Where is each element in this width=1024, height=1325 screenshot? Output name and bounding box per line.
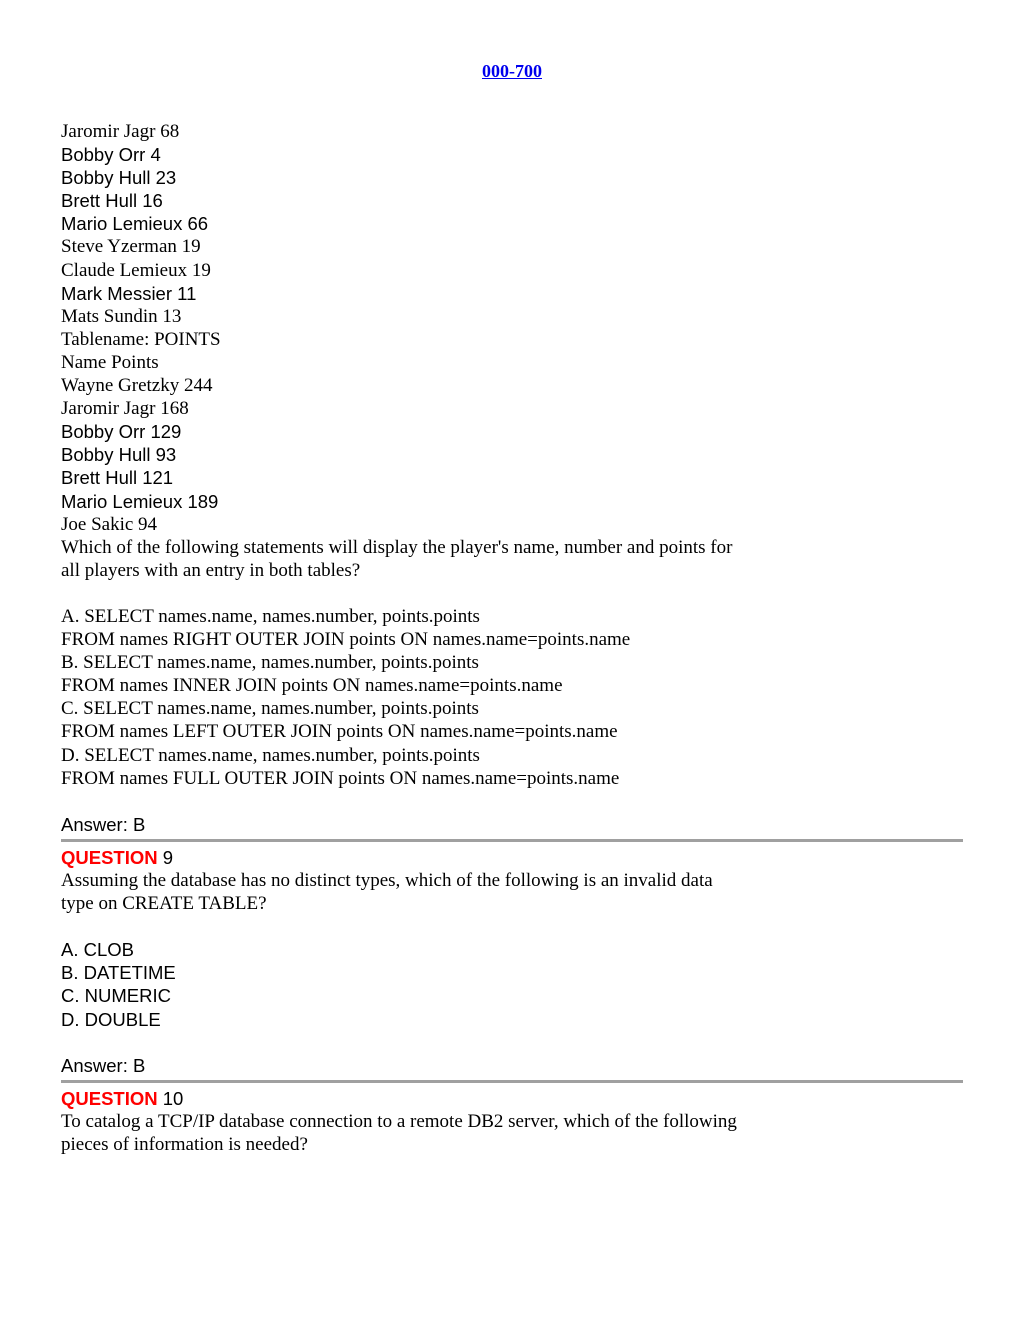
answer-option: D. SELECT names.name, names.number, points.points (61, 744, 480, 766)
spacer (61, 582, 963, 605)
table-row: Jaromir Jagr 68 (61, 121, 180, 142)
answer-option: B. SELECT names.name, names.number, points.points (61, 652, 479, 674)
question-text-line: all players with an entry in both tables? (61, 559, 361, 581)
answer-option: FROM names RIGHT OUTER JOIN points ON names.name=points.name (61, 629, 631, 651)
table-row: Bobby Orr 129 (61, 421, 182, 443)
answer-option: A. CLOB (61, 939, 134, 961)
table-row: Bobby Orr 4 (61, 144, 161, 166)
spacer (61, 915, 963, 938)
horizontal-divider (61, 1080, 963, 1083)
table-row: Claude Lemieux 19 (61, 259, 211, 281)
spacer (61, 1031, 963, 1054)
table-row: Mario Lemieux 66 (61, 213, 209, 235)
table-row: Brett Hull 121 (61, 467, 174, 489)
question-text-line: Assuming the database has no distinct types, which of the following is an invalid data (61, 870, 713, 891)
table-row: Bobby Hull 93 (61, 444, 177, 466)
table-row: Mario Lemieux 189 (61, 490, 219, 512)
table-row: Steve Yzerman 19 (61, 236, 201, 258)
question-text-line: pieces of information is needed? (61, 1134, 308, 1156)
question-heading (61, 1087, 963, 1110)
question-number: 9 (162, 846, 174, 868)
document-content (61, 120, 963, 1156)
question-label: QUESTION (61, 1087, 158, 1109)
question-text-line: Which of the following statements will display the player's name, number and points for (61, 536, 733, 558)
horizontal-divider (61, 839, 963, 842)
table-header-line: Name Points (61, 351, 159, 373)
table-row: Mark Messier 11 (61, 282, 197, 304)
answer-option: C. SELECT names.name, names.number, points.points (61, 698, 479, 720)
table-row: Bobby Hull 23 (61, 167, 177, 189)
question-text-line: To catalog a TCP/IP database connection to a remote DB2 server, which of the following (61, 1110, 737, 1132)
answer-line: Answer: B (61, 1054, 146, 1076)
answer-option: FROM names FULL OUTER JOIN points ON names.name=points.name (61, 767, 620, 789)
answer-option: FROM names INNER JOIN points ON names.name=points.name (61, 675, 563, 697)
table-row: Wayne Gretzky 244 (61, 375, 213, 397)
question-number: 10 (162, 1087, 184, 1109)
answer-option: C. NUMERIC (61, 985, 171, 1007)
table-row: Brett Hull 16 (61, 190, 163, 212)
table-row: Joe Sakic 94 (61, 513, 158, 535)
answer-line: Answer: B (61, 813, 146, 835)
answer-option: A. SELECT names.name, names.number, points.points (61, 605, 480, 627)
answer-option: B. DATETIME (61, 962, 176, 984)
answer-option: D. DOUBLE (61, 1008, 161, 1030)
question-text-line: type on CREATE TABLE? (61, 893, 267, 915)
table-name-line: Tablename: POINTS (61, 328, 221, 350)
table-row: Mats Sundin 13 (61, 305, 182, 327)
question-heading (61, 846, 963, 869)
question-label: QUESTION (61, 846, 158, 868)
spacer (61, 790, 963, 813)
header-title-link[interactable]: 000-700 (482, 61, 542, 81)
page-header (61, 60, 963, 83)
answer-option: FROM names LEFT OUTER JOIN points ON names.name=points.name (61, 721, 618, 743)
table-row: Jaromir Jagr 168 (61, 398, 189, 420)
